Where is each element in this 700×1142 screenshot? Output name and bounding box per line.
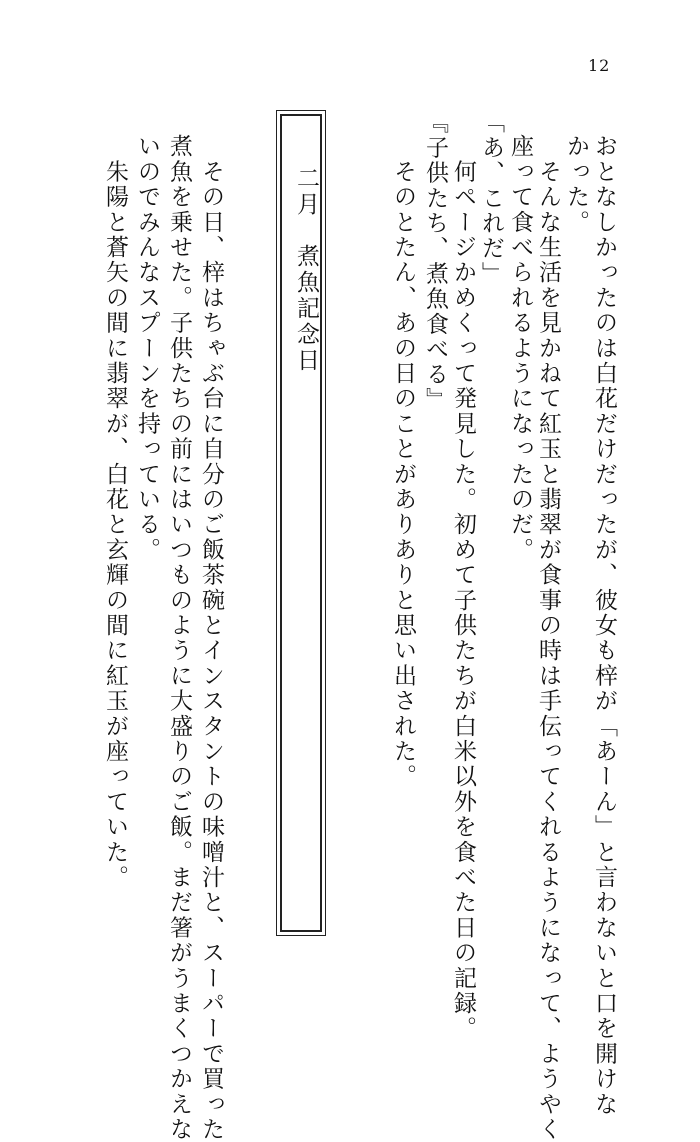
page-number: 12 bbox=[588, 56, 611, 75]
text-line: おとなしかったのは白花だけだったが、彼女も梓が「あーん」と言わないと口を開けな bbox=[591, 134, 617, 1117]
text-line: その日、梓はちゃぶ台に自分のご飯茶碗とインスタントの味噌汁と、スーパーで買った bbox=[198, 134, 224, 1142]
text-line: 『子供たち、煮魚食べる』 bbox=[422, 110, 448, 413]
text-line: 座って食べられるようになったのだ。 bbox=[507, 134, 533, 563]
text-line: そんな生活を見かねて紅玉と翡翠が食事の時は手伝ってくれるようになって、ようやく bbox=[535, 134, 561, 1142]
text-line: 朱陽と蒼矢の間に翡翠が、白花と玄輝の間に紅玉が座っていた。 bbox=[102, 134, 128, 890]
text-line: かった。 bbox=[563, 134, 589, 235]
text-line: 何ページかめくって発見した。初めて子供たちが白米以外を食べた日の記録。 bbox=[450, 134, 476, 1042]
text-line: そのとたん、あの日のことがありありと思い出された。 bbox=[390, 134, 416, 790]
text-line: いのでみんなスプーンを持っている。 bbox=[134, 134, 160, 563]
text-line: 「あ、これだ」 bbox=[478, 110, 504, 287]
chapter-title: 二月 煮魚記念日 bbox=[293, 166, 319, 374]
text-line: 煮魚を乗せた。子供たちの前にはいつものように大盛りのご飯。まだ箸がうまくつかえな bbox=[166, 134, 192, 1142]
